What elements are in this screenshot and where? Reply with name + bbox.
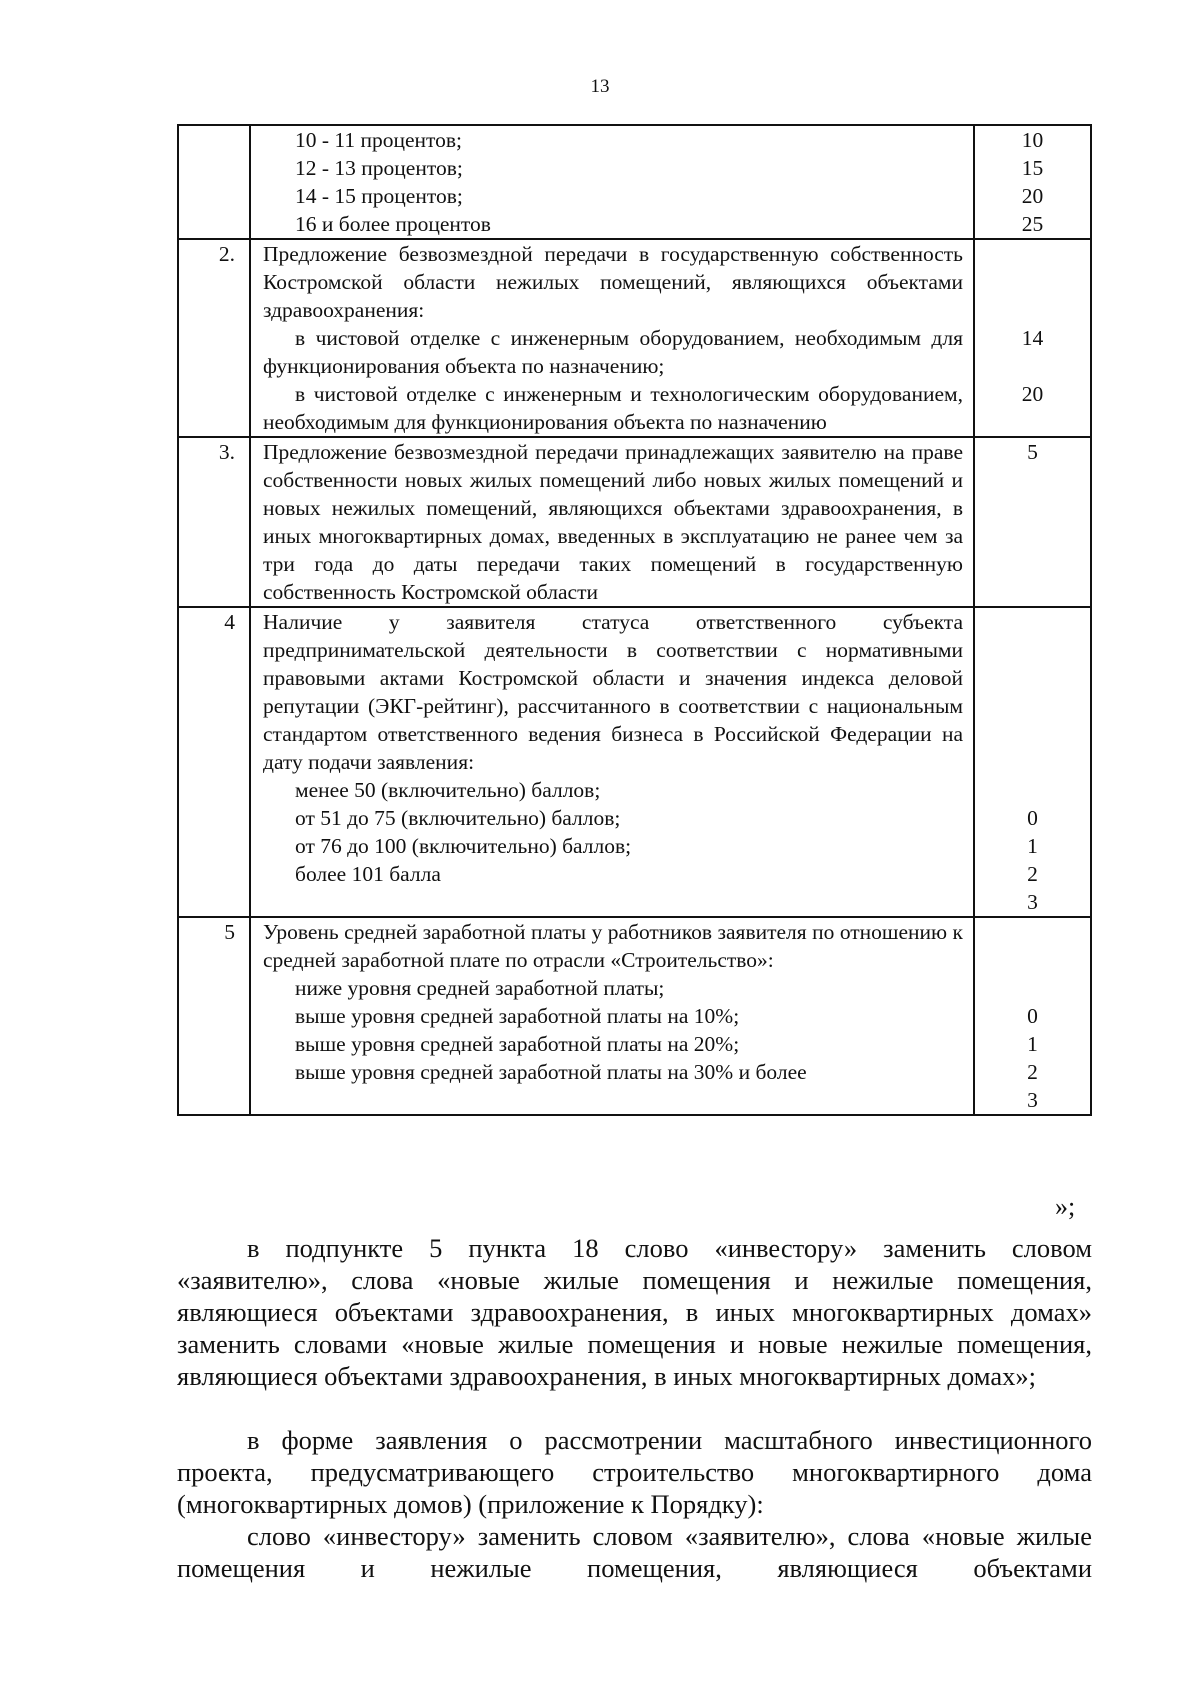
score-value: 20 xyxy=(1021,184,1044,208)
score-value: 0 xyxy=(1027,1004,1038,1028)
option-line: 10 - 11 процентов; xyxy=(295,128,463,152)
criterion-intro: Уровень средней заработной платы у работников заявителя по отношению к средней заработной плате по отрасли «Строительство»: xyxy=(263,920,963,972)
table-row xyxy=(178,125,1091,239)
row-number: 4 xyxy=(178,607,250,917)
body-paragraph: в подпункте 5 пункта 18 слово «инвестору» заменить словом «заявителю», слова «новые жилые помещения и нежилые помещения, являющиеся объектами здравоохранения, в иных многоквартирных домах» заменить словами «новые жилые помещения и новые нежилые помещения, являющиеся объектами здравоохранения, в иных многоквартирных домах»; xyxy=(177,1233,1092,1391)
score-value: 1 xyxy=(1027,1032,1038,1056)
closing-quote: »; xyxy=(1055,1192,1076,1221)
score-value: 10 xyxy=(1021,128,1044,152)
row-criterion xyxy=(250,437,974,607)
score-value: 2 xyxy=(1027,1060,1038,1084)
score-value: 1 xyxy=(1027,834,1038,858)
option-line: ниже уровня средней заработной платы; xyxy=(295,976,665,1000)
score-value: 14 xyxy=(1021,326,1044,350)
score-value: 15 xyxy=(1021,156,1044,180)
score-value: 2 xyxy=(1027,862,1038,886)
option-line: в чистовой отделке с инженерным оборудованием, необходимым для функционирования объекта по назначению; xyxy=(263,326,963,378)
option-line: менее 50 (включительно) баллов; xyxy=(295,778,601,802)
score-value: 5 xyxy=(1027,440,1038,464)
body-paragraph-block xyxy=(177,1424,1092,1520)
option-line: выше уровня средней заработной платы на 10%; xyxy=(295,1004,740,1028)
row-score xyxy=(974,917,1091,1115)
option-line: выше уровня средней заработной платы на 20%; xyxy=(295,1032,740,1056)
option-line: от 51 до 75 (включительно) баллов; xyxy=(295,806,621,830)
table-row xyxy=(178,607,1091,917)
option-line: 12 - 13 процентов; xyxy=(295,156,463,180)
row-criterion xyxy=(250,125,974,239)
table-row xyxy=(178,437,1091,607)
body-paragraph-block xyxy=(177,1232,1092,1392)
page-number: 13 xyxy=(590,76,610,97)
option-line: в чистовой отделке с инженерным и технологическим оборудованием, необходимым для функционирования объекта по назначению xyxy=(263,382,963,434)
body-paragraph-block xyxy=(177,1520,1092,1584)
criterion-intro: Наличие у заявителя статуса ответственного субъекта предпринимательской деятельности в соответствии с нормативными правовыми актами Костромской области и значения индекса деловой репутации (ЭКГ-рейтинг), рассчитанного в соответствии с национальным стандартом ответственного ведения бизнеса в Российской Федерации на дату подачи заявления: xyxy=(263,610,963,774)
row-score xyxy=(974,239,1091,437)
score-value: 3 xyxy=(1027,1088,1038,1112)
score-value: 20 xyxy=(1021,382,1044,406)
row-criterion xyxy=(250,917,974,1115)
row-number: 3. xyxy=(178,437,250,607)
row-score xyxy=(974,607,1091,917)
score-value: 3 xyxy=(1027,890,1038,914)
option-line: от 76 до 100 (включительно) баллов; xyxy=(295,834,632,858)
row-criterion xyxy=(250,239,974,437)
table-row xyxy=(178,917,1091,1115)
body-paragraph: слово «инвестору» заменить словом «заявителю», слова «новые жилые помещения и нежилые помещения, являющиеся объектами xyxy=(177,1521,1092,1583)
row-criterion xyxy=(250,607,974,917)
table-row xyxy=(178,239,1091,437)
row-score xyxy=(974,125,1091,239)
row-number: 5 xyxy=(178,917,250,1115)
criteria-table xyxy=(177,124,1092,1116)
option-line: более 101 балла xyxy=(295,862,441,886)
body-paragraph: в форме заявления о рассмотрении масштабного инвестиционного проекта, предусматривающего строительство многоквартирного дома (многоквартирных домов) (приложение к Порядку): xyxy=(177,1425,1092,1519)
row-score xyxy=(974,437,1091,607)
criterion-intro: Предложение безвозмездной передачи в государственную собственность Костромской области нежилых помещений, являющихся объектами здравоохранения: xyxy=(263,242,963,322)
option-line: 14 - 15 процентов; xyxy=(295,184,463,208)
score-value: 25 xyxy=(1021,212,1044,236)
row-number: 2. xyxy=(178,239,250,437)
option-line: выше уровня средней заработной платы на 30% и более xyxy=(295,1060,807,1084)
row-number xyxy=(178,125,250,239)
criterion-text: Предложение безвозмездной передачи принадлежащих заявителю на праве собственности новых жилых помещений либо новых жилых помещений и новых нежилых помещений, являющихся объектами здравоохранения, в иных многоквартирных домах, введенных в эксплуатацию не ранее чем за три года до даты передачи таких помещений в государственную собственность Костромской области xyxy=(263,440,963,604)
option-line: 16 и более процентов xyxy=(295,212,491,236)
score-value: 0 xyxy=(1027,806,1038,830)
